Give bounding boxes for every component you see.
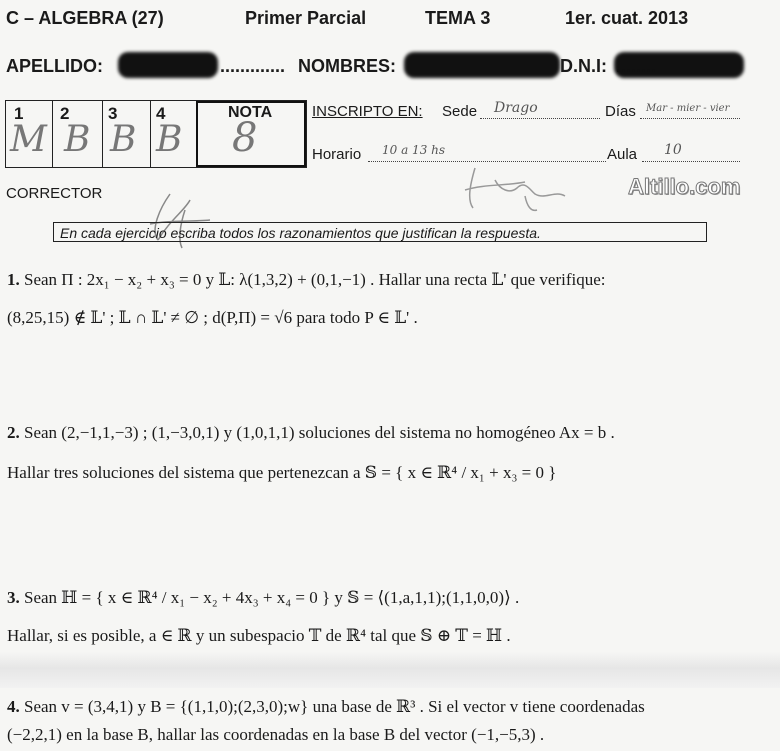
course-title: C – ALGEBRA (27): [6, 8, 164, 28]
dias-label: Días: [605, 103, 636, 120]
mark-2: B: [64, 119, 91, 160]
sede-line: [480, 118, 600, 119]
watermark-logo: Altillo.com: [628, 174, 741, 199]
sede-value: Drago: [494, 100, 538, 116]
dias-line: [640, 118, 740, 119]
exam-title: Primer Parcial: [245, 8, 367, 28]
apellido-label: APELLIDO:: [6, 56, 103, 76]
question-2: [7, 423, 615, 483]
question-4: [7, 697, 645, 745]
question-1: [7, 270, 606, 328]
question-2-line1: Sean (2,−1,1,−3) ; (1,−3,0,1) y (1,0,1,1) soluciones del sistema no homogéneo Ax = b .: [24, 423, 615, 442]
apellido-dots: .............: [220, 56, 286, 76]
question-1-line2: (8,25,15) ∉ 𝕃' ; 𝕃 ∩ 𝕃' ≠ ∅ ; d(P,Π) = √6 para todo P ∈ 𝕃' .: [7, 308, 418, 327]
col-3-label: 3: [108, 104, 118, 123]
question-4-line2: (−2,2,1) en la base B, hallar las coordenadas en la base B del vector (−1,−5,3) .: [7, 725, 545, 744]
instruction-box: [53, 222, 707, 242]
mark-4: B: [156, 119, 183, 160]
term-label: 1er. cuat. 2013: [565, 8, 689, 28]
dias-value: Mar - mier - vier: [646, 103, 730, 114]
dni-label: D.N.I:: [560, 56, 607, 76]
question-4-number: 4.: [7, 697, 20, 716]
nombres-label: NOMBRES:: [298, 56, 396, 76]
question-2-number: 2.: [7, 423, 20, 442]
nota-label: NOTA: [228, 104, 273, 121]
question-1-number: 1.: [7, 270, 20, 289]
redacted-apellido: [118, 52, 218, 78]
question-4-line1: Sean v = (3,4,1) y B = {(1,1,0);(2,3,0);w} una base de ℝ³ . Si el vector v tiene coordenadas: [24, 697, 645, 716]
mark-3: B: [110, 119, 137, 160]
grader-signature-icon: [455, 160, 575, 220]
horario-label: Horario: [312, 146, 362, 163]
mark-1: M: [10, 119, 47, 160]
aula-value: 10: [664, 142, 682, 158]
question-3-line2: Hallar, si es posible, a ∈ ℝ y un subespacio 𝕋 de ℝ⁴ tal que 𝕊 ⊕ 𝕋 = ℍ .: [7, 626, 511, 645]
corrector-label: CORRECTOR: [6, 185, 103, 202]
dni-dots: ........: [616, 56, 657, 76]
nota-value: 8: [232, 115, 258, 161]
question-3-line1: Sean ℍ = { x ∈ ℝ⁴ / x₁ − x₂ + 4x₃ + x₄ = 0 } y 𝕊 = ⟨(1,a,1,1);(1,1,0,0)⟩ .: [24, 588, 520, 607]
instruction-text: En cada ejercicio escriba todos los razonamientos que justifican la respuesta.: [60, 225, 541, 241]
sede-label: Sede: [442, 103, 478, 120]
grade-box: [5, 100, 307, 168]
question-3: [7, 588, 519, 646]
question-3-number: 3.: [7, 588, 20, 607]
col-4-label: 4: [156, 104, 166, 123]
col-1-label: 1: [14, 104, 24, 123]
col-2-label: 2: [60, 104, 70, 123]
aula-label: Aula: [607, 146, 638, 163]
inscripto-label: INSCRIPTO EN:: [312, 103, 423, 120]
aula-line: [642, 161, 740, 162]
redacted-nombres: [404, 52, 560, 78]
horario-value: 10 a 13 hs: [382, 143, 446, 157]
question-1-line1: Sean Π : 2x₁ − x₂ + x₃ = 0 y 𝕃: λ(1,3,2) + (0,1,−1) . Hallar una recta 𝕃' que verifique:: [24, 270, 606, 289]
page-fold: [0, 652, 780, 688]
tema-label: TEMA 3: [425, 8, 491, 28]
question-2-line2: Hallar tres soluciones del sistema que pertenezcan a 𝕊 = { x ∈ ℝ⁴ / x₁ + x₃ = 0 }: [7, 463, 557, 482]
